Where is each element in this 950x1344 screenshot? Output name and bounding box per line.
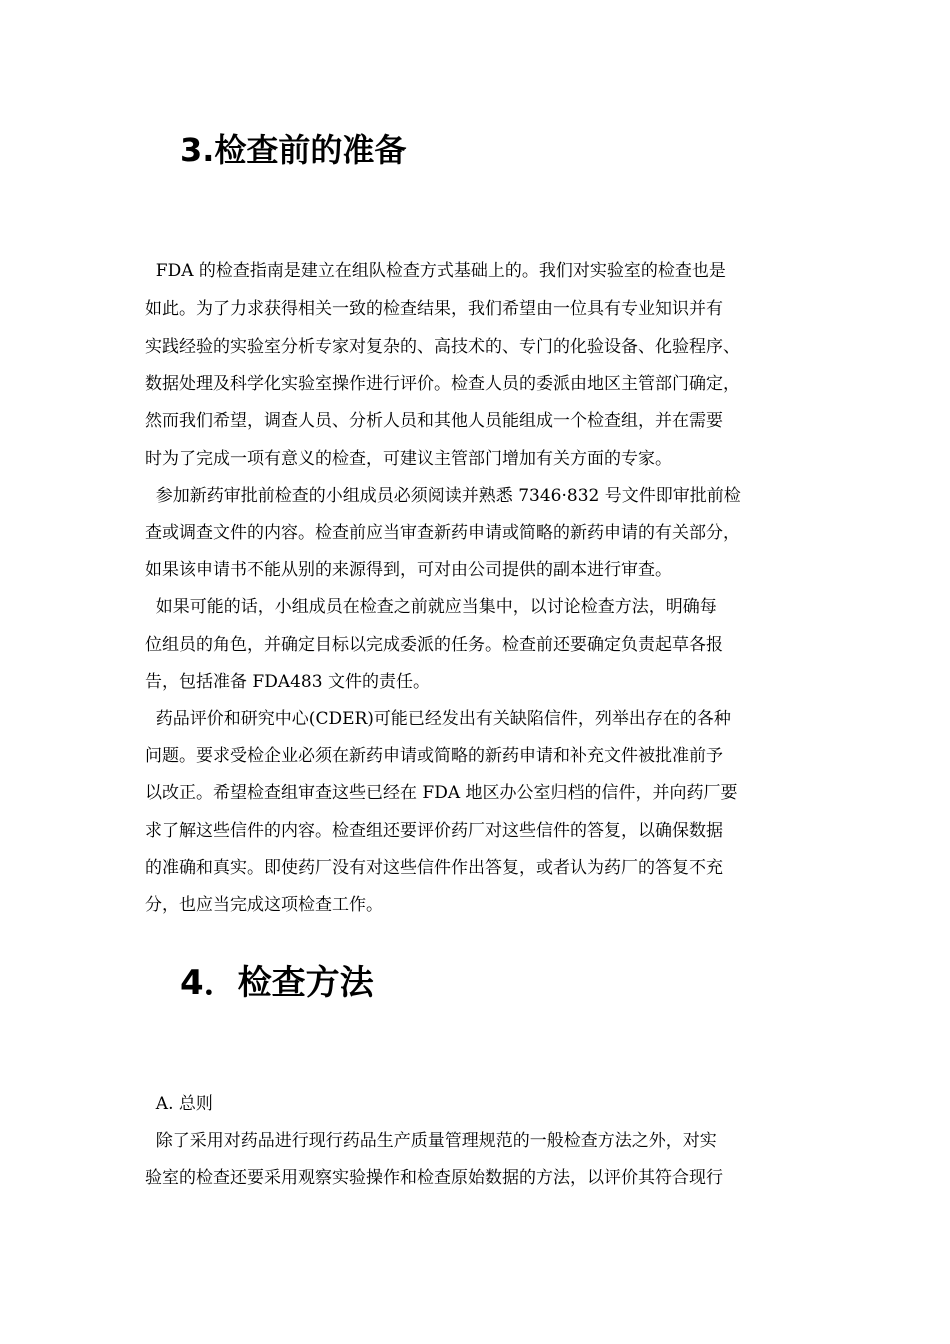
paragraph-line: 如果可能的话，小组成员在检查之前就应当集中，以讨论检查方法，明确每 [145,597,717,617]
subsection-heading: A. 总则 [145,1094,213,1114]
paragraph-line: 位组员的角色，并确定目标以完成委派的任务。检查前还要确定负责起草各报 [145,635,723,655]
paragraph-line: 问题。要求受检企业必须在新药申请或简略的新药申请和补充文件被批准前予 [145,746,723,766]
paragraph-line: 求了解这些信件的内容。检查组还要评价药厂对这些信件的答复，以确保数据 [145,821,723,841]
paragraph-line: FDA 的检查指南是建立在组队检查方式基础上的。我们对实验室的检查也是 [145,261,726,281]
paragraph-line: 如果该申请书不能从别的来源得到，可对由公司提供的副本进行审查。 [145,560,672,580]
section-4-heading: 4．检查方法 [180,963,374,1003]
paragraph-line: 时为了完成一项有意义的检查，可建议主管部门增加有关方面的专家。 [145,449,672,469]
paragraph-line: 分，也应当完成这项检查工作。 [145,895,383,915]
paragraph-line: 以改正。希望检查组审查这些已经在 FDA 地区办公室归档的信件，并向药厂要 [145,783,738,803]
paragraph-line: 除了采用对药品进行现行药品生产质量管理规范的一般检查方法之外，对实 [145,1131,717,1151]
paragraph-line: 的准确和真实。即使药厂没有对这些信件作出答复，或者认为药厂的答复不充 [145,858,723,878]
paragraph-line: 药品评价和研究中心(CDER)可能已经发出有关缺陷信件，列举出存在的各种 [145,709,731,729]
paragraph-line: 实践经验的实验室分析专家对复杂的、高技术的、专门的化验设备、化验程序、 [145,337,740,357]
section-3-heading: 3.检查前的准备 [180,131,407,169]
paragraph-line: 参加新药审批前检查的小组成员必须阅读并熟悉 7346·832 号文件即审批前检 [145,486,741,506]
paragraph-line: 查或调查文件的内容。检查前应当审查新药申请或简略的新药申请的有关部分， [145,523,740,543]
paragraph-line: 数据处理及科学化实验室操作进行评价。检查人员的委派由地区主管部门确定， [145,374,740,394]
paragraph-line: 如此。为了力求获得相关一致的检查结果，我们希望由一位具有专业知识并有 [145,299,723,319]
paragraph-line: 验室的检查还要采用观察实验操作和检查原始数据的方法，以评价其符合现行 [145,1168,723,1188]
paragraph-line: 然而我们希望，调查人员、分析人员和其他人员能组成一个检查组，并在需要 [145,411,723,431]
paragraph-line: 告，包括准备 FDA483 文件的责任。 [145,672,430,692]
